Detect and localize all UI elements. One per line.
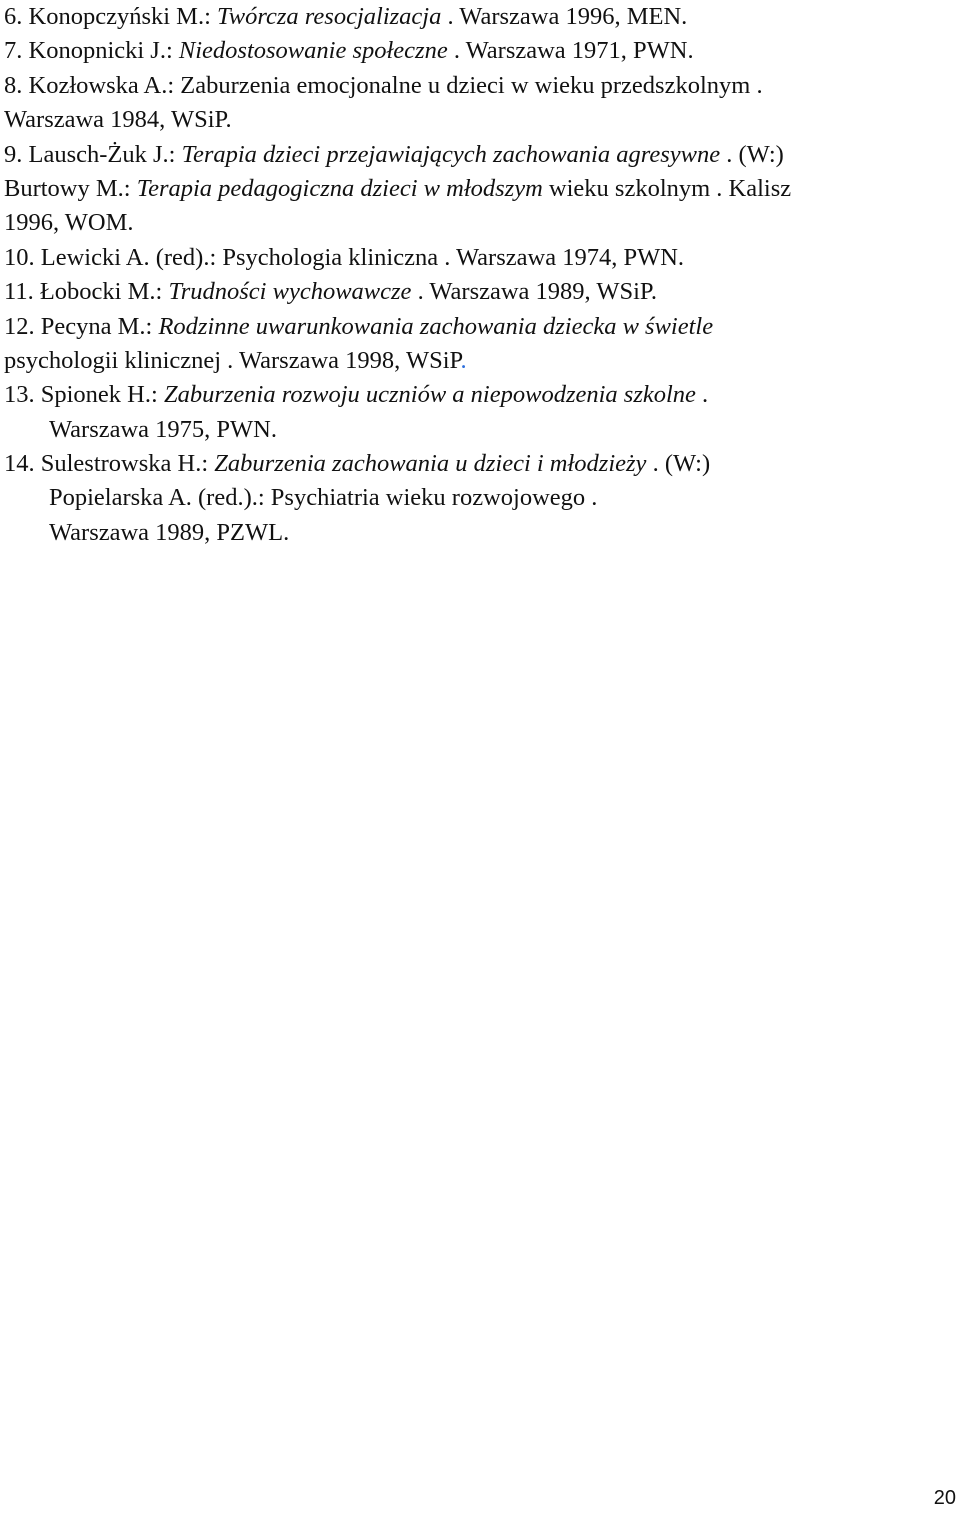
bib-entry-9-editor: Burtowy M.: <box>4 174 137 202</box>
bib-entry-7-publication: . Warszawa 1971, PWN. <box>447 37 694 65</box>
bib-entry-8-line-2: Warszawa 1984, WSiP. <box>4 106 232 134</box>
bib-entry-12-line-1 <box>4 310 944 344</box>
bib-entry-7 <box>4 34 944 68</box>
bib-entry-13-author: 13. Spionek H.: <box>4 381 164 409</box>
bib-entry-11-title: Trudności wychowawcze <box>168 278 412 306</box>
bib-entry-14-title: Zaburzenia zachowania u dzieci i młodzieży <box>214 450 647 478</box>
bib-entry-14-line-2: Popielarska A. (red.).: Psychiatria wieku rozwojowego . <box>49 484 598 512</box>
bib-entry-12-publication: psychologii klinicznej . Warszawa 1998, WSiP <box>4 346 461 374</box>
bib-entry-13-title-tail: . <box>695 381 709 409</box>
bib-entry-13-line-1 <box>4 378 944 412</box>
bib-entry-11 <box>4 275 944 309</box>
bib-entry-9-author: 9. Lausch-Żuk J.: <box>4 140 182 168</box>
bib-entry-9-line-1 <box>4 138 944 172</box>
bib-entry-9-in: . (W:) <box>720 140 784 168</box>
bib-entry-6-title: Twórcza resocjalizacja <box>217 3 442 30</box>
bib-entry-7-title: Niedostosowanie społeczne <box>178 37 448 65</box>
bibliography-list <box>4 0 944 550</box>
bib-entry-7-author: 7. Konopnicki J.: <box>4 37 179 65</box>
bib-entry-12-author: 12. Pecyna M.: <box>4 312 159 340</box>
bib-entry-6 <box>4 0 944 34</box>
bib-entry-6-author: 6. Konopczyński M.: <box>4 3 217 30</box>
bib-entry-13-title: Zaburzenia rozwoju uczniów a niepowodzenia szkolne <box>163 381 696 409</box>
bib-entry-13-line-2: Warszawa 1975, PWN. <box>49 415 277 443</box>
page-number: 20 <box>933 1487 956 1509</box>
bib-entry-12-final-dot: . <box>460 346 467 374</box>
bib-entry-14-line-1 <box>4 447 944 481</box>
bib-entry-8-line-1: 8. Kozłowska A.: Zaburzenia emocjonalne u dzieci w wieku przedszkolnym . <box>4 71 763 99</box>
bib-entry-11-publication: . Warszawa 1989, WSiP. <box>411 278 657 306</box>
bib-entry-11-author: 11. Łobocki M.: <box>4 278 169 306</box>
bib-entry-6-publication: . Warszawa 1996, MEN. <box>441 3 688 30</box>
bib-entry-14-author: 14. Sulestrowska H.: <box>4 450 215 478</box>
bib-entry-14-in: . (W:) <box>646 450 711 478</box>
bib-entry-14-line-3: Warszawa 1989, PZWL. <box>49 518 290 546</box>
bib-entry-9-book-title-tail: wieku szkolnym . Kalisz <box>542 174 792 202</box>
bib-entry-9-title: Terapia dzieci przejawiających zachowania agresywne <box>181 140 721 168</box>
bib-entry-9-line-2 <box>4 172 944 206</box>
bib-entry-9-book-title: Terapia pedagogiczna dzieci w młodszym <box>136 174 543 202</box>
bib-entry-9-line-3: 1996, WOM. <box>4 209 134 237</box>
bib-entry-10: 10. Lewicki A. (red).: Psychologia kliniczna . Warszawa 1974, PWN. <box>4 243 685 271</box>
bib-entry-12-title: Rodzinne uwarunkowania zachowania dziecka w świetle <box>158 312 714 340</box>
bib-entry-12-line-2 <box>4 344 944 378</box>
